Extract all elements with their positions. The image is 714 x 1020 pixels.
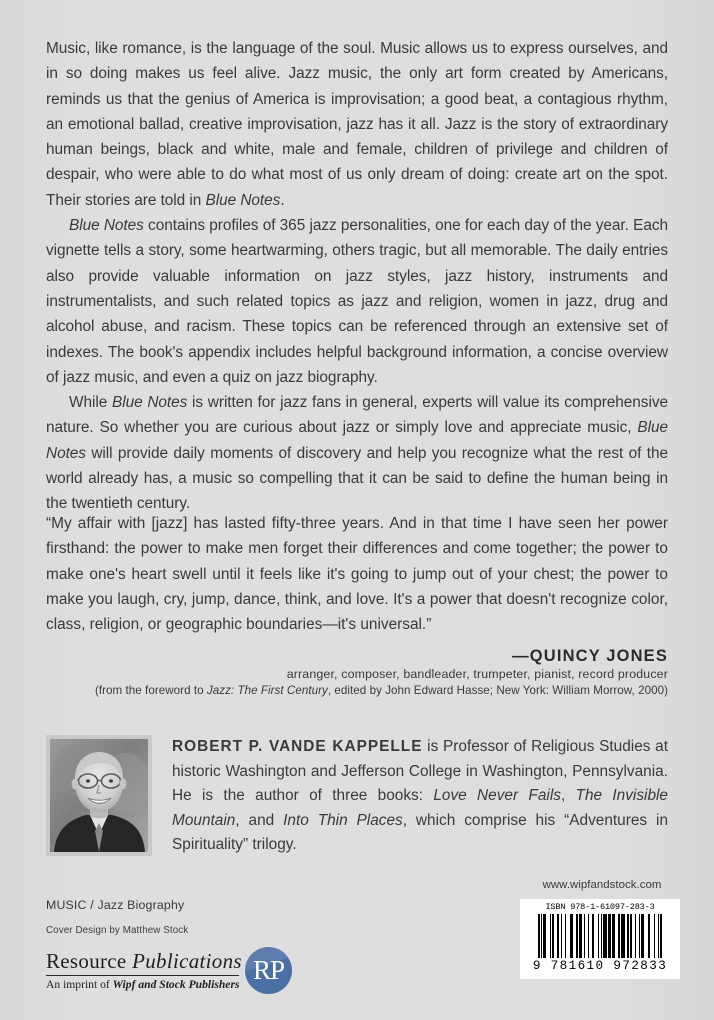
barcode-digits: 9 781610 972833 xyxy=(532,959,668,973)
blurb-paragraph-1 xyxy=(46,36,668,213)
barcode-bars xyxy=(525,914,675,958)
author-sep-1: , xyxy=(560,787,576,805)
author-book-2: The Invisible Mountain xyxy=(172,787,668,829)
imprint-tagline-italic: Wipf and Stock Publishers xyxy=(112,978,240,991)
imprint-wordmark xyxy=(46,949,242,991)
author-bio-b: , which comprise his “Adventures in Spirituality” trilogy. xyxy=(172,811,668,854)
imprint-divider xyxy=(46,975,239,976)
isbn-number: ISBN 978-1-61097-283-3 xyxy=(545,902,655,912)
blurb-p3-mid: is written for jazz fans in general, experts will value its comprehensive nature. So whether you are curious about jazz or simply love and appreciate music, xyxy=(46,394,668,437)
imprint-name-italic: Publications xyxy=(132,949,242,973)
resource-publications-logo-icon xyxy=(245,947,292,994)
book-category: MUSIC / Jazz Biography xyxy=(46,898,185,912)
author-bio-a: is Professor of Religious Studies at historic Washington and Jefferson College in Washington, Pennsylvania. He is the author of three books: xyxy=(172,738,668,805)
imprint-name-regular: Resource xyxy=(46,949,133,973)
book-title-mention: Blue Notes xyxy=(46,419,668,462)
author-photo-frame xyxy=(46,735,152,856)
book-title-mention: Blue Notes xyxy=(69,217,144,235)
author-book-3: Into Thin Places xyxy=(283,811,403,829)
quote-attribution-role: arranger, composer, bandleader, trumpeter, pianist, record producer xyxy=(286,667,668,682)
author-bio-section xyxy=(46,735,668,858)
imprint-name xyxy=(46,949,242,974)
quote-attribution-name: —QUINCY JONES xyxy=(512,647,668,666)
blurb-paragraph-2 xyxy=(46,213,668,390)
imprint-tagline-prefix: An imprint of xyxy=(46,978,113,991)
blurb-paragraph-3 xyxy=(46,390,668,516)
logo-monogram: RP xyxy=(252,955,285,985)
blurb-p3-end: will provide daily moments of discovery and help you recognize what the rest of the world already has, a music so compelling that it can be said to define the human being in the twentieth century. xyxy=(46,444,668,513)
blurb-p1-end: . xyxy=(280,191,285,209)
footer-left-block xyxy=(46,898,346,993)
publisher-website-url: www.wipfandstock.com xyxy=(542,879,662,891)
blurb-text-block xyxy=(46,36,668,517)
blurb-p1-text: Music, like romance, is the language of the soul. Music allows us to express ourselves, and in so doing makes us feel alive. Jazz music, the only art form created by Americans, reminds us that the genius of America is improvisation; a good beat, a contagious rhythm, an emotional ballad, creative improvisation, jazz has it all. Jazz is the story of extraordinary human beings, black and white, male and female, children of privilege and children of despair, who were able to do what most of us only dream of doing: create art on the spot. Their stories are told in xyxy=(46,40,668,209)
isbn-barcode xyxy=(520,899,680,979)
book-title-mention: Blue Notes xyxy=(205,191,281,209)
pull-quote-text: “My affair with [jazz] has lasted fifty-three years. And in that time I have seen her power firsthand: the power to make men forget their differences and come together; the power to make one's heart swell until it feels like it's going to jump out of your chest; the power to make you laugh, cry, jump, dance, think, and love. It's a power that doesn't recognize color, class, religion, or geographic boundaries—it's universal.” xyxy=(46,515,668,634)
author-sep-2: , and xyxy=(235,811,284,829)
author-name: ROBERT P. VANDE KAPPELLE xyxy=(172,738,423,755)
quote-source-prefix: (from the foreword to xyxy=(94,684,207,698)
cover-design-credit: Cover Design by Matthew Stock xyxy=(46,925,189,936)
book-title-mention: Blue Notes xyxy=(111,394,188,412)
imprint-tagline xyxy=(46,978,242,991)
publisher-imprint-block xyxy=(46,949,306,993)
author-book-1: Love Never Fails xyxy=(433,787,561,805)
author-bio-text xyxy=(172,735,668,858)
avatar xyxy=(50,739,148,852)
quote-source-line xyxy=(46,683,668,699)
quote-source-suffix: , edited by John Edward Hasse; New York: William Morrow, 2000) xyxy=(327,684,668,698)
blurb-p3-start: While xyxy=(69,394,112,412)
pull-quote-block xyxy=(46,511,668,699)
author-portrait-icon xyxy=(50,739,148,852)
blurb-p2-text: contains profiles of 365 jazz personalities, one for each day of the year. Each vignette tells a story, some heartwarming, others tragic, but all memorable. The daily entries also provide valuable information on jazz styles, jazz history, instruments and instrumentalists, and such related topics as jazz and religion, women in jazz, drug and alcohol abuse, and racism. These topics can be referenced through an extensive set of indexes. The book's appendix includes helpful background information, a concise overview of jazz music, and even a quiz on jazz biography. xyxy=(46,217,668,386)
quote-source-title: Jazz: The First Century xyxy=(206,684,328,698)
footer-right-block xyxy=(520,879,684,979)
